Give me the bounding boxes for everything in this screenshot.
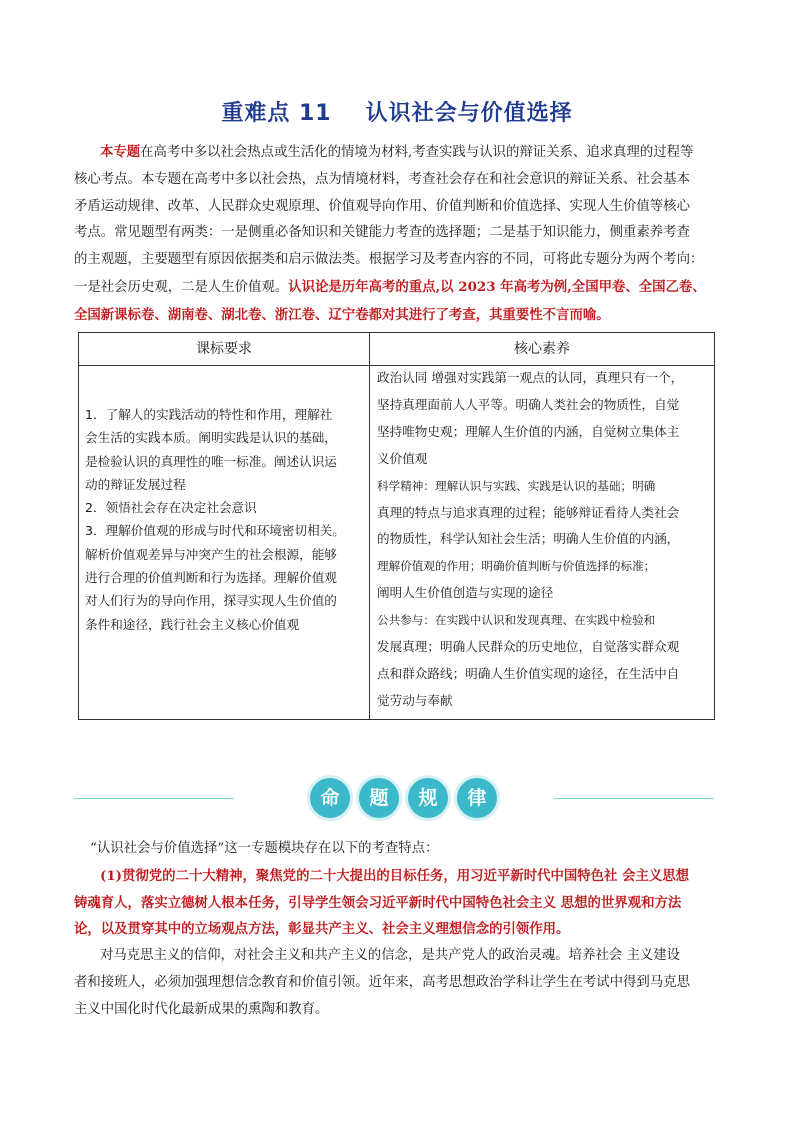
table-line: 义价值观 bbox=[377, 450, 428, 466]
table-line: 发展真理；明确人民群众的历史地位，自觉落实群众观 bbox=[377, 639, 680, 655]
table-line: 是检验认识的真理性的唯一标准。阐述认识运 bbox=[85, 453, 337, 469]
banner-rule-left bbox=[74, 798, 234, 799]
table-line: 坚持真理面前人人平等。明确人类社会的物质性，自觉 bbox=[377, 396, 680, 412]
feature-point: 论，以及贯穿其中的立场观点方法，彰显共产主义、社会主义理想信念的引领作用。 bbox=[74, 921, 570, 938]
table-line: 理解价值观的作用；明确价值判断与价值选择的标准； bbox=[377, 559, 656, 574]
table-line: 解析价值观差异与冲突产生的社会根源，能够 bbox=[85, 546, 337, 562]
table-line: 的物质性，科学认知社会生活；明确人生价值的内涵， bbox=[377, 531, 680, 547]
table-divider bbox=[369, 333, 370, 719]
table-line: 会生活的实践本质。阐明实践是认识的基础， bbox=[85, 430, 337, 446]
table-line: 政治认同 增强对实践第一观点的认同，真理只有一个， bbox=[377, 370, 684, 385]
body-paragraph: 者和接班人，必须加强理想信念教育和价值引领。近年来，高考思想政治学科让学生在考试中得到马克思 bbox=[74, 974, 690, 990]
body-paragraph: 主义中国化时代化最新成果的熏陶和教育。 bbox=[74, 1001, 329, 1017]
section-banner bbox=[74, 776, 720, 826]
page-title bbox=[0, 96, 794, 127]
feature-point: (1)贯彻党的二十大精神，聚焦党的二十大提出的目标任务，用习近平新时代中国特色社 会主义思想 bbox=[100, 867, 690, 884]
curriculum-table bbox=[78, 332, 715, 720]
table-line: 进行合理的价值判断和行为选择。理解价值观 bbox=[85, 570, 337, 586]
exam-features bbox=[74, 836, 724, 1024]
competencies-cell bbox=[377, 365, 711, 715]
intro-line: 本专题在高考中多以社会热点或生活化的情境为材料,考查实践与认识的辩证关系、追求真理的过程等 bbox=[100, 144, 694, 160]
intro-line: 的主观题，主要题型有原因依据类和启示做法类。根据学习及考查内容的不同，可将此专题分为两个考向： bbox=[74, 252, 704, 268]
table-line: 3．理解价值观的形成与时代和环境密切相关。 bbox=[85, 523, 345, 539]
intro-emphasis: 认识论是历年高考的重点,以 2023 年高考为例,全国甲卷、全国乙卷、 bbox=[288, 278, 706, 295]
title-number: 重难点 11 bbox=[221, 101, 332, 126]
banner-char: 律 bbox=[457, 778, 497, 818]
standards-cell bbox=[85, 403, 365, 636]
table-line: 坚持唯物史观；理解人生价值的内涵，自觉树立集体主 bbox=[377, 423, 680, 439]
intro-paragraph bbox=[74, 139, 724, 329]
feature-point: 铸魂育人，落实立德树人根本任务，引导学生领会习近平新时代中国特色社会主义 思想的世界观和方法 bbox=[74, 894, 682, 911]
intro-line: 矛盾运动规律、改革、人民群众史观原理、价值观导向作用、价值判断和价值选择、实现人生价值等核心 bbox=[74, 198, 690, 214]
table-header-standards: 课标要求 bbox=[196, 341, 252, 357]
table-line: 阐明人生价值创造与实现的途径 bbox=[377, 585, 554, 601]
body-paragraph: 对马克思主义的信仰，对社会主义和共产主义的信念，是共产党人的政治灵魂。培养社会 主义建设 bbox=[100, 948, 681, 964]
intro-line: 核心考点。本专题在高考中多以社会热，点为情境材料，考查社会存在和社会意识的辩证关系、社会基本 bbox=[74, 171, 690, 187]
table-line: 对人们行为的导向作用，探寻实现人生价值的 bbox=[85, 593, 337, 609]
banner-char: 规 bbox=[408, 778, 448, 818]
table-line: 1．了解人的实践活动的特性和作用，理解社 bbox=[85, 407, 333, 422]
title-topic: 认识社会与价值选择 bbox=[365, 101, 573, 126]
banner-rule-right bbox=[554, 798, 714, 799]
table-line: 觉劳动与奉献 bbox=[377, 692, 453, 708]
banner-char: 题 bbox=[359, 778, 399, 818]
table-line: 公共参与：在实践中认识和发现真理、在实践中检验和 bbox=[377, 613, 656, 628]
banner-char: 命 bbox=[310, 778, 350, 818]
table-line: 真理的特点与追求真理的过程；能够辩证看待人类社会 bbox=[377, 504, 680, 520]
intro-line: 一是社会历史观，二是人生价值观。认识论是历年高考的重点,以 2023 年高考为例,全国甲卷、全国乙卷、 bbox=[74, 278, 706, 295]
table-line: 2．领悟社会存在决定社会意识 bbox=[85, 500, 257, 516]
table-header-competencies: 核心素养 bbox=[514, 341, 570, 357]
table-line: 科学精神：理解认识与实践、实践是认识的基础；明确 bbox=[377, 478, 656, 493]
intro-lead: 本专题 bbox=[100, 144, 141, 160]
intro-line: 考点。常见题型有两类：一是侧重必备知识和关键能力考查的选择题；二是基于知识能力，侧重素养考查 bbox=[74, 225, 690, 241]
table-line: 动的辩证发展过程 bbox=[85, 476, 186, 492]
table-line: 点和群众路线；明确人生价值实现的途径，在生活中自 bbox=[377, 665, 680, 681]
table-line: 条件和途径，践行社会主义核心价值观 bbox=[85, 616, 300, 632]
features-lead: “认识社会与价值选择”这一专题模块存在以下的考查特点： bbox=[90, 841, 439, 856]
intro-emphasis: 全国新课标卷、湖南卷、湖北卷、浙江卷、辽宁卷都对其进行了考查，其重要性不言而喻。 bbox=[74, 306, 610, 323]
